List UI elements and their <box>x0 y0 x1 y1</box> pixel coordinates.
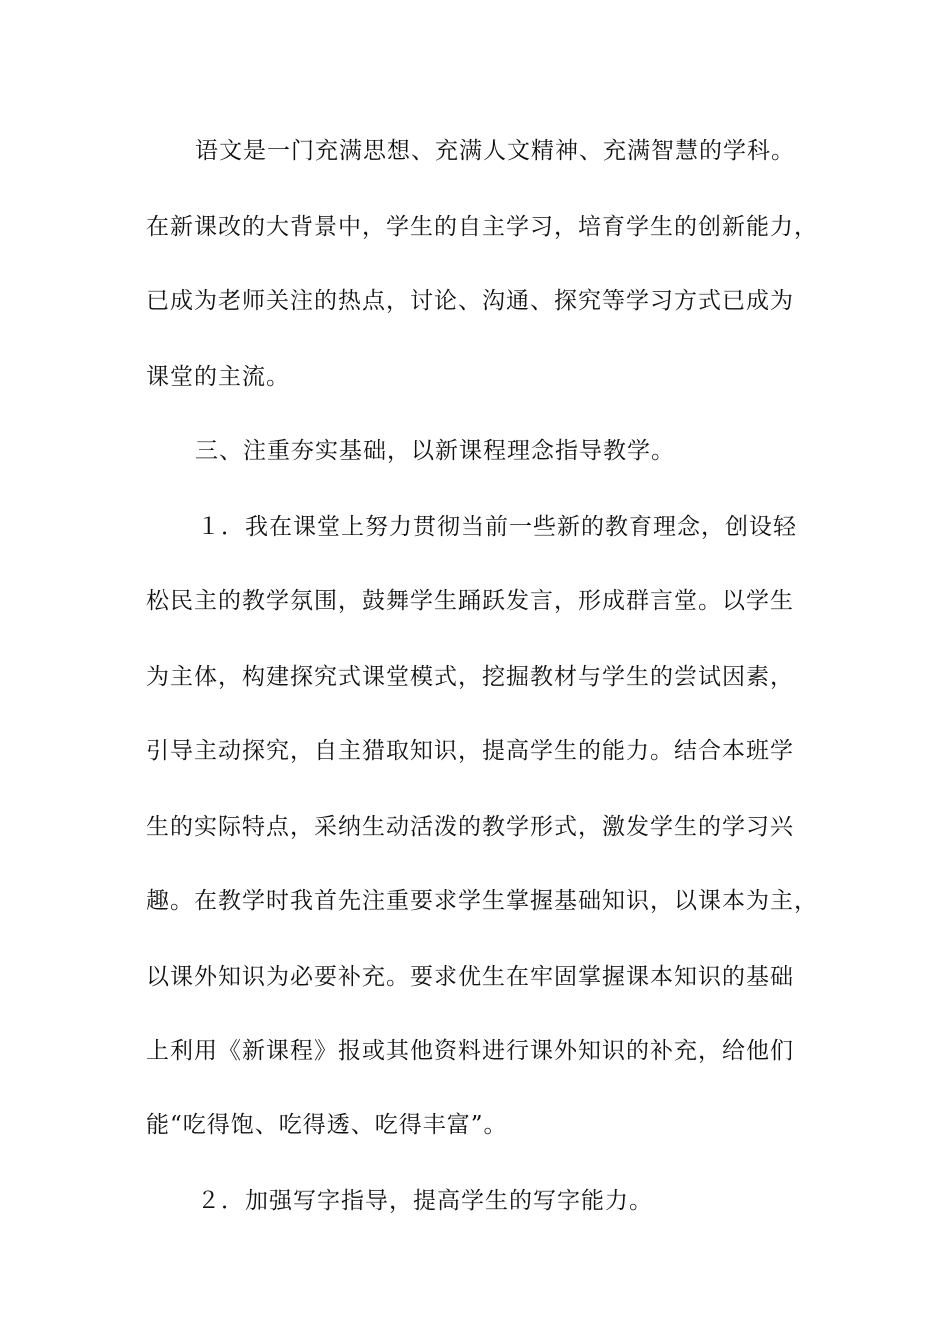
item-1-line-9: 能“吃得饱、吃得透、吃得丰富”。 <box>146 1112 508 1138</box>
paragraph-1-line-1: 语文是一门充满思想、充满人文精神、充满智慧的学科。 <box>195 138 795 164</box>
item-1-line-6: 趣。在教学时我首先注重要求学生掌握基础知识，以课本为主， <box>146 888 818 914</box>
section-heading: 三、注重夯实基础，以新课程理念指导教学。 <box>195 438 675 464</box>
paragraph-1-line-3: 已成为老师关注的热点，讨论、沟通、探究等学习方式已成为 <box>146 288 794 314</box>
item-1-line-5: 生的实际特点，采纳生动活泼的教学形式，激发学生的学习兴 <box>146 814 794 840</box>
item-1-line-3: 为主体，构建探究式课堂模式，挖掘教材与学生的尝试因素， <box>146 664 794 690</box>
item-1-line-8: 上利用《新课程》报或其他资料进行课外知识的补充，给他们 <box>146 1038 794 1064</box>
item-1-line-7: 以课外知识为必要补充。要求优生在牢固掌握课本知识的基础 <box>146 964 794 990</box>
item-1-line-1: １．我在课堂上努力贯彻当前一些新的教育理念，创设轻 <box>197 514 797 540</box>
paragraph-1-line-4: 课堂的主流。 <box>146 364 290 390</box>
item-1-line-4: 引导主动探究，自主猎取知识，提高学生的能力。结合本班学 <box>146 738 794 764</box>
item-1-line-2: 松民主的教学氛围，鼓舞学生踊跃发言，形成群言堂。以学生 <box>146 588 794 614</box>
item-2-line-1: ２．加强写字指导，提高学生的写字能力。 <box>197 1188 653 1214</box>
paragraph-1-line-2: 在新课改的大背景中，学生的自主学习，培育学生的创新能力， <box>146 214 818 240</box>
